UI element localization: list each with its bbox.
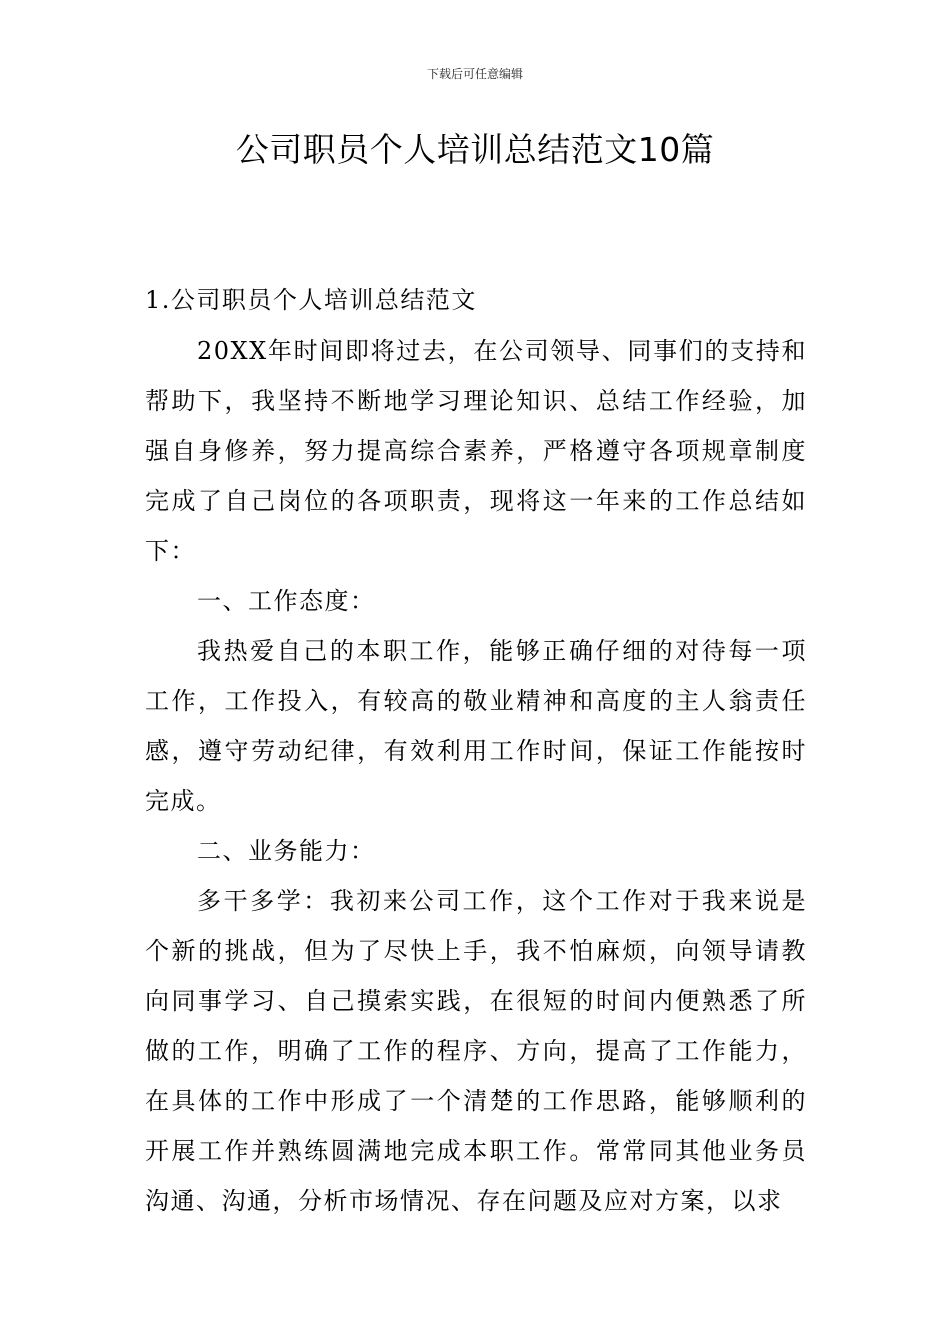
subheading-business-ability: 二、业务能力： [197, 837, 376, 865]
header-note: 下载后可任意编辑 [426, 67, 523, 81]
document-body [145, 280, 807, 1226]
subheading-work-attitude: 一、工作态度： [197, 587, 376, 615]
paragraph-work-attitude: 我热爱自己的本职工作，能够正确仔细的对待每一项工作，工作投入，有较高的敬业精神和高度的主人翁责任感，遵守劳动纪律，有效利用工作时间，保证工作能按时完成。 [145, 637, 807, 815]
document-title: 公司职员个人培训总结范文10篇 [235, 130, 715, 169]
paragraph-intro: 20XX年时间即将过去，在公司领导、同事们的支持和帮助下，我坚持不断地学习理论知识、总结工作经验，加强自身修养，努力提高综合素养，严格遵守各项规章制度完成了自己岗位的各项职责，现将这一年来的工作总结如下： [145, 337, 807, 565]
paragraph-business-ability: 多干多学：我初来公司工作，这个工作对于我来说是个新的挑战，但为了尽快上手，我不怕麻烦，向领导请教向同事学习、自己摸索实践，在很短的时间内便熟悉了所做的工作，明确了工作的程序、方向，提高了工作能力，在具体的工作中形成了一个清楚的工作思路，能够顺利的开展工作并熟练圆满地完成本职工作。常常同其他业务员沟通、沟通，分析市场情况、存在问题及应对方案，以求 [145, 887, 807, 1215]
section-heading: 1.公司职员个人培训总结范文 [145, 286, 477, 314]
